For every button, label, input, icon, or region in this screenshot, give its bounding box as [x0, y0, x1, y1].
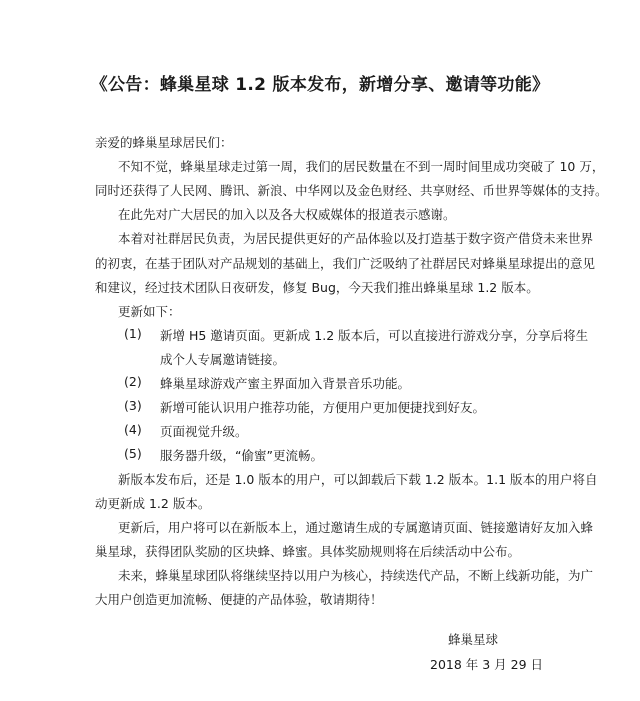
paragraph-5-line-2: 巢星球，获得团队奖励的区块蜂、蜂蜜。具体奖励规则将在后续活动中公布。 — [95, 544, 521, 559]
paragraph-5-line-1: 更新后，用户将可以在新版本上，通过邀请生成的专属邀请页面、链接邀请好友加入蜂 — [118, 520, 594, 535]
signature: 蜂巢星球 — [448, 632, 499, 647]
paragraph-1-line-2: 同时还获得了人民网、腾讯、新浪、中华网以及金色财经、共享财经、币世界等媒体的支持。 — [95, 183, 608, 198]
paragraph-3-line-2: 的初衷，在基于团队对产品规划的基础上，我们广泛吸纳了社群居民对蜂巢星球提出的意见 — [95, 256, 596, 271]
update-3-number: (3) — [124, 398, 142, 413]
paragraph-6-line-2: 大用户创造更加流畅、便捷的产品体验，敬请期待！ — [95, 592, 383, 607]
update-2-number: (2) — [124, 374, 142, 389]
date: 2018 年 3 月 29 日 — [430, 657, 544, 672]
update-5-text: 服务器升级，“偷蜜”更流畅。 — [160, 448, 323, 463]
paragraph-6-line-1: 未来，蜂巢星球团队将继续坚持以用户为核心，持续迭代产品，不断上线新功能，为广 — [118, 568, 594, 583]
update-2-text: 蜂巢星球游戏产蜜主界面加入背景音乐功能。 — [160, 376, 411, 391]
update-4-text: 页面视觉升级。 — [160, 424, 248, 439]
update-1-number: (1) — [124, 326, 142, 341]
updates-heading: 更新如下： — [118, 304, 181, 319]
update-1-line-2: 成个人专属邀请链接。 — [160, 352, 286, 367]
paragraph-4-line-1: 新版本发布后，还是 1.0 版本的用户，可以卸载后下载 1.2 版本。1.1 版本的用户将自 — [118, 472, 598, 487]
paragraph-4-line-2: 动更新成 1.2 版本。 — [95, 496, 211, 511]
paragraph-1-line-1: 不知不觉，蜂巢星球走过第一周，我们的居民数量在不到一周时间里成功突破了 10 万， — [118, 159, 605, 174]
document-title: 《公告：蜂巢星球 1.2 版本发布，新增分享、邀请等功能》 — [90, 75, 550, 95]
update-5-number: (5) — [124, 446, 142, 461]
paragraph-2: 在此先对广大居民的加入以及各大权威媒体的报道表示感谢。 — [118, 207, 456, 222]
update-1-line-1: 新增 H5 邀请页面。更新成 1.2 版本后，可以直接进行游戏分享，分享后将生 — [160, 328, 589, 343]
update-3-text: 新增可能认识用户推荐功能，方便用户更加便捷找到好友。 — [160, 400, 486, 415]
paragraph-3-line-1: 本着对社群居民负责，为居民提供更好的产品体验以及打造基于数字资产借贷未来世界 — [118, 231, 594, 246]
greeting: 亲爱的蜂巢星球居民们： — [95, 135, 233, 150]
paragraph-3-line-3: 和建议，经过技术团队日夜研发，修复 Bug，今天我们推出蜂巢星球 1.2 版本。 — [95, 280, 539, 295]
update-4-number: (4) — [124, 422, 142, 437]
